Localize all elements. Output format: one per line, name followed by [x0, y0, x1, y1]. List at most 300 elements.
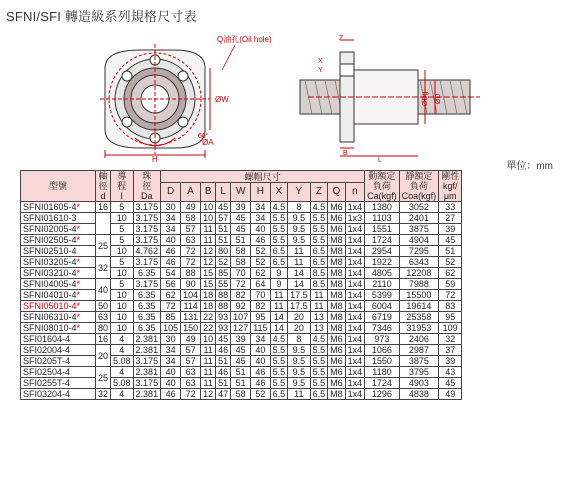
- table-row: [21, 378, 462, 389]
- label-a: ØA: [202, 138, 214, 147]
- cell-b: 11: [201, 235, 216, 246]
- cell-w: 39: [231, 334, 251, 345]
- cell-k: 95: [439, 312, 462, 323]
- cell-l: 5.08: [111, 356, 134, 367]
- header-shaft: 軸 徑 d: [96, 171, 111, 202]
- cell-h: 95: [251, 312, 270, 323]
- header-dim-l: L: [216, 183, 231, 202]
- cell-d: 30: [161, 202, 181, 213]
- cell-l: 45: [216, 202, 231, 213]
- cell-a: 150: [181, 323, 201, 334]
- cell-d: 46: [161, 389, 181, 400]
- cell-a: 72: [181, 389, 201, 400]
- cell-n: 1x4: [345, 257, 365, 268]
- table-row: [21, 246, 462, 257]
- cell-l: 4: [111, 367, 134, 378]
- cell-coa: 2406: [399, 334, 439, 345]
- model-cell: SFI0255T-4: [21, 378, 96, 389]
- cell-k: 52: [439, 257, 462, 268]
- cell-a: 72: [181, 246, 201, 257]
- cell-da: 3.175: [133, 224, 161, 235]
- cell-q: M6: [328, 356, 346, 367]
- cell-z: 8.5: [310, 279, 328, 290]
- cell-l: 10: [111, 246, 134, 257]
- cell-l: 10: [111, 290, 134, 301]
- cell-z: 6.5: [310, 257, 328, 268]
- cell-x: 14: [270, 323, 288, 334]
- label-z: Z: [339, 35, 344, 42]
- cell-l: 46: [216, 345, 231, 356]
- star-mark: *: [76, 257, 81, 267]
- cell-ca: 1922: [365, 257, 400, 268]
- cell-coa: 4838: [399, 389, 439, 400]
- cell-y: 11: [288, 257, 311, 268]
- cell-ca: 1180: [365, 367, 400, 378]
- table-row: [21, 323, 462, 334]
- cell-k: 49: [439, 389, 462, 400]
- cell-x: 5.5: [270, 345, 288, 356]
- cell-y: 17.5: [288, 290, 311, 301]
- cell-y: 9.5: [288, 345, 311, 356]
- star-mark: *: [76, 301, 81, 311]
- unit-label: 單位：mm: [506, 161, 553, 172]
- cell-da: 3.175: [133, 279, 161, 290]
- cell-z: 11: [310, 290, 328, 301]
- header-model: 型號: [21, 171, 96, 202]
- cell-k: 72: [439, 290, 462, 301]
- cell-k: 39: [439, 224, 462, 235]
- cell-h: 52: [251, 257, 270, 268]
- label-d: ØD: [435, 93, 442, 104]
- cell-h: 40: [251, 224, 270, 235]
- cell-x: 6.5: [270, 246, 288, 257]
- cell-da: 4.762: [133, 246, 161, 257]
- cell-coa: 31953: [399, 323, 439, 334]
- cell-b: 18: [201, 301, 216, 312]
- cell-d: 62: [161, 290, 181, 301]
- cell-a: 57: [181, 356, 201, 367]
- star-mark: *: [76, 312, 81, 322]
- cell-da: 6.35: [133, 268, 161, 279]
- star-mark: *: [76, 268, 81, 278]
- cell-w: 58: [231, 246, 251, 257]
- cell-z: 5.5: [310, 213, 328, 224]
- cell-y: 8: [288, 334, 311, 345]
- cell-z: 6.5: [310, 246, 328, 257]
- cell-h: 46: [251, 378, 270, 389]
- table-row: [21, 279, 462, 290]
- cell-w: 58: [231, 257, 251, 268]
- cell-a: 57: [181, 224, 201, 235]
- cell-w: 45: [231, 224, 251, 235]
- cell-k: 51: [439, 246, 462, 257]
- cell-z: 6.5: [310, 389, 328, 400]
- header-dim-y: Y: [288, 183, 311, 202]
- cell-z: 5.5: [310, 356, 328, 367]
- cell-l: 10: [111, 301, 134, 312]
- cell-n: 1x4: [345, 323, 365, 334]
- cell-l: 51: [216, 356, 231, 367]
- label-b: B: [343, 150, 348, 157]
- header-nut-dims: 螺帽尺寸: [161, 171, 365, 183]
- label-h: H: [152, 155, 158, 162]
- cell-k: 43: [439, 367, 462, 378]
- cell-y: 9.5: [288, 213, 311, 224]
- cell-d: 34: [161, 224, 181, 235]
- shaft-diameter-cell: 32: [96, 257, 111, 279]
- table-row: [21, 334, 462, 345]
- cell-l: 4: [111, 389, 134, 400]
- cell-d: 30: [161, 334, 181, 345]
- cell-w: 39: [231, 202, 251, 213]
- cell-n: 1x4: [345, 312, 365, 323]
- cell-l: 51: [216, 378, 231, 389]
- cell-n: 1x4: [345, 389, 365, 400]
- cell-y: 14: [288, 279, 311, 290]
- cell-h: 34: [251, 213, 270, 224]
- cell-y: 14: [288, 268, 311, 279]
- cell-b: 12: [201, 246, 216, 257]
- cell-y: 17.5: [288, 301, 311, 312]
- cell-b: 10: [201, 213, 216, 224]
- cell-x: 4.5: [270, 202, 288, 213]
- cell-da: 3.175: [133, 202, 161, 213]
- cell-k: 32: [439, 334, 462, 345]
- cell-da: 3.175: [133, 257, 161, 268]
- cell-z: 8.5: [310, 268, 328, 279]
- cell-coa: 25358: [399, 312, 439, 323]
- label-dg: ØDg: [422, 91, 429, 106]
- cell-h: 40: [251, 345, 270, 356]
- ball-screw-nut-drawing: [90, 30, 490, 162]
- cell-l: 88: [216, 290, 231, 301]
- cell-x: 5.5: [270, 224, 288, 235]
- cell-ca: 6004: [365, 301, 400, 312]
- cell-x: 5.5: [270, 213, 288, 224]
- cell-l: 10: [111, 312, 134, 323]
- cell-w: 58: [231, 389, 251, 400]
- cell-z: 13: [310, 312, 328, 323]
- cell-h: 46: [251, 235, 270, 246]
- cell-a: 49: [181, 202, 201, 213]
- cell-ca: 973: [365, 334, 400, 345]
- cell-q: M6: [328, 367, 346, 378]
- cell-d: 56: [161, 279, 181, 290]
- cell-q: M6: [328, 202, 346, 213]
- table-row: [21, 301, 462, 312]
- cell-k: 45: [439, 378, 462, 389]
- label-angle: 60°: [198, 133, 209, 140]
- shaft-diameter-cell: 16: [96, 202, 111, 213]
- cell-l: 47: [216, 389, 231, 400]
- model-cell: SFI02004-4: [21, 345, 96, 356]
- cell-w: 127: [231, 323, 251, 334]
- cell-coa: 12208: [399, 268, 439, 279]
- star-mark: *: [76, 235, 81, 245]
- cell-da: 6.35: [133, 323, 161, 334]
- cell-a: 131: [181, 312, 201, 323]
- cell-y: 9.5: [288, 378, 311, 389]
- shaft-diameter-cell: 16: [96, 334, 111, 345]
- cell-ca: 2954: [365, 246, 400, 257]
- cell-ca: 4805: [365, 268, 400, 279]
- header-dim-h: H: [251, 183, 270, 202]
- star-mark: *: [76, 202, 81, 212]
- cell-h: 34: [251, 202, 270, 213]
- cell-x: 4.5: [270, 334, 288, 345]
- cell-y: 11: [288, 246, 311, 257]
- cell-k: 109: [439, 323, 462, 334]
- cell-q: M6: [328, 334, 346, 345]
- cell-b: 11: [201, 345, 216, 356]
- header-rigidity: 剛性 kgf/ μm: [439, 171, 462, 202]
- cell-l: 93: [216, 323, 231, 334]
- model-cell: SFNI02510-4: [21, 246, 96, 257]
- cell-coa: 4904: [399, 235, 439, 246]
- cell-x: 5.5: [270, 378, 288, 389]
- cell-h: 46: [251, 367, 270, 378]
- shaft-diameter-cell: 32: [96, 389, 111, 400]
- cell-n: 1x4: [345, 202, 365, 213]
- cell-b: 22: [201, 312, 216, 323]
- model-cell: SFNI02505-4*: [21, 235, 96, 246]
- cell-l: 57: [216, 213, 231, 224]
- cell-d: 72: [161, 301, 181, 312]
- header-dim-q: Q: [328, 183, 346, 202]
- cell-a: 58: [181, 213, 201, 224]
- cell-q: M6: [328, 345, 346, 356]
- cell-y: 11: [288, 389, 311, 400]
- cell-b: 10: [201, 202, 216, 213]
- cell-x: 6.5: [270, 389, 288, 400]
- cell-coa: 2401: [399, 213, 439, 224]
- cell-l: 5: [111, 224, 134, 235]
- table-row: [21, 235, 462, 246]
- header-dim-b: B: [201, 183, 216, 202]
- cell-w: 72: [231, 279, 251, 290]
- cell-a: 88: [181, 268, 201, 279]
- model-cell: SFI01604-4: [21, 334, 96, 345]
- table-row: [21, 367, 462, 378]
- cell-n: 1x4: [345, 345, 365, 356]
- cell-n: 1x4: [345, 378, 365, 389]
- star-mark: *: [76, 279, 81, 289]
- cell-l: 51: [216, 235, 231, 246]
- cell-y: 8: [288, 202, 311, 213]
- cell-n: 1x4: [345, 246, 365, 257]
- model-cell: SFI02504-4: [21, 367, 96, 378]
- cell-a: 104: [181, 290, 201, 301]
- cell-l: 51: [216, 224, 231, 235]
- cell-h: 40: [251, 356, 270, 367]
- header-static-load: 靜額定 負荷 Coa(kgf): [399, 171, 439, 202]
- cell-ca: 2110: [365, 279, 400, 290]
- shaft-diameter-cell: [96, 213, 111, 235]
- cell-b: 12: [201, 257, 216, 268]
- cell-l: 4: [111, 345, 134, 356]
- label-l: L: [378, 157, 382, 162]
- cell-b: 10: [201, 334, 216, 345]
- cell-d: 85: [161, 312, 181, 323]
- cell-y: 9.5: [288, 224, 311, 235]
- cell-ca: 1380: [365, 202, 400, 213]
- cell-da: 3.175: [133, 235, 161, 246]
- cell-d: 34: [161, 213, 181, 224]
- shaft-diameter-cell: 80: [96, 323, 111, 334]
- table-row: [21, 356, 462, 367]
- cell-q: M8: [328, 268, 346, 279]
- cell-w: 70: [231, 268, 251, 279]
- cell-b: 18: [201, 290, 216, 301]
- label-y: Y: [318, 67, 323, 74]
- cell-w: 51: [231, 235, 251, 246]
- cell-z: 4.5: [310, 334, 328, 345]
- cell-a: 49: [181, 334, 201, 345]
- spec-table: [20, 170, 462, 400]
- cell-d: 105: [161, 323, 181, 334]
- cell-l: 5: [111, 279, 134, 290]
- cell-y: 9.5: [288, 367, 311, 378]
- cell-coa: 7295: [399, 246, 439, 257]
- cell-w: 51: [231, 378, 251, 389]
- model-cell: SFNI03205-4*: [21, 257, 96, 268]
- header-dim-d: D: [161, 183, 181, 202]
- cell-w: 51: [231, 367, 251, 378]
- header-dyn-load: 動額定 負荷 Ca(kgf): [365, 171, 400, 202]
- label-w: ØW: [215, 95, 229, 104]
- cell-k: 83: [439, 301, 462, 312]
- cell-n: 1x4: [345, 235, 365, 246]
- cell-l: 5: [111, 235, 134, 246]
- model-cell: SFNI06310-4*: [21, 312, 96, 323]
- cell-l: 46: [216, 367, 231, 378]
- model-cell: SFNI04005-4*: [21, 279, 96, 290]
- cell-coa: 3052: [399, 202, 439, 213]
- cell-q: M8: [328, 290, 346, 301]
- header-dim-x: X: [270, 183, 288, 202]
- header-dim-z: Z: [310, 183, 328, 202]
- cell-da: 2.381: [133, 345, 161, 356]
- cell-w: 45: [231, 345, 251, 356]
- header-dim-w: W: [231, 183, 251, 202]
- header-lead: 導 程 I: [111, 171, 134, 202]
- cell-y: 9.5: [288, 235, 311, 246]
- cell-k: 27: [439, 213, 462, 224]
- header-dim-n: n: [345, 183, 365, 202]
- cell-b: 11: [201, 356, 216, 367]
- cell-l: 5: [111, 257, 134, 268]
- cell-a: 114: [181, 301, 201, 312]
- cell-z: 11: [310, 301, 328, 312]
- cell-d: 46: [161, 257, 181, 268]
- cell-l: 52: [216, 257, 231, 268]
- cell-da: 6.35: [133, 290, 161, 301]
- table-row: [21, 290, 462, 301]
- model-cell: SFI03204-4: [21, 389, 96, 400]
- cell-l: 85: [216, 268, 231, 279]
- cell-z: 5.5: [310, 345, 328, 356]
- cell-a: 63: [181, 367, 201, 378]
- cell-z: 5.5: [310, 378, 328, 389]
- cell-n: 1x3: [345, 213, 365, 224]
- cell-b: 22: [201, 323, 216, 334]
- cell-b: 15: [201, 279, 216, 290]
- cell-n: 1x4: [345, 268, 365, 279]
- cell-h: 82: [251, 301, 270, 312]
- front-view: [100, 44, 210, 158]
- side-view: [300, 40, 480, 156]
- page-title: SFNI/SFI 轉造級系列規格尺寸表: [6, 9, 197, 24]
- cell-b: 11: [201, 224, 216, 235]
- cell-h: 52: [251, 389, 270, 400]
- cell-q: M8: [328, 323, 346, 334]
- cell-x: 5.5: [270, 367, 288, 378]
- cell-n: 1x4: [345, 367, 365, 378]
- cell-k: 33: [439, 202, 462, 213]
- cell-d: 34: [161, 356, 181, 367]
- cell-l: 5: [111, 202, 134, 213]
- table-row: [21, 257, 462, 268]
- cell-a: 63: [181, 378, 201, 389]
- shaft-diameter-cell: 25: [96, 235, 111, 257]
- cell-w: 92: [231, 301, 251, 312]
- cell-q: M8: [328, 246, 346, 257]
- model-cell: SFNI01610-3: [21, 213, 96, 224]
- cell-da: 6.35: [133, 312, 161, 323]
- cell-x: 5.5: [270, 356, 288, 367]
- cell-coa: 3795: [399, 367, 439, 378]
- cell-n: 1x4: [345, 356, 365, 367]
- cell-n: 1x4: [345, 301, 365, 312]
- cell-n: 1x4: [345, 290, 365, 301]
- cell-k: 37: [439, 345, 462, 356]
- shaft-diameter-cell: 25: [96, 367, 111, 389]
- cell-da: 2.381: [133, 367, 161, 378]
- cell-y: 20: [288, 312, 311, 323]
- cell-da: 3.175: [133, 213, 161, 224]
- cell-h: 64: [251, 279, 270, 290]
- cell-y: 9.5: [288, 356, 311, 367]
- cell-q: M8: [328, 389, 346, 400]
- cell-d: 46: [161, 246, 181, 257]
- cell-l: 55: [216, 279, 231, 290]
- model-cell: SFNI04010-4*: [21, 290, 96, 301]
- cell-h: 34: [251, 334, 270, 345]
- cell-a: 63: [181, 235, 201, 246]
- cell-h: 52: [251, 246, 270, 257]
- star-mark: *: [76, 323, 81, 333]
- cell-h: 62: [251, 268, 270, 279]
- table-row: [21, 268, 462, 279]
- table-row: [21, 224, 462, 235]
- cell-k: 45: [439, 235, 462, 246]
- cell-d: 40: [161, 378, 181, 389]
- header-ball: 珠 徑 Da: [133, 171, 161, 202]
- model-cell: SFNI08010-4*: [21, 323, 96, 334]
- cell-b: 11: [201, 378, 216, 389]
- cell-w: 45: [231, 356, 251, 367]
- cell-coa: 15500: [399, 290, 439, 301]
- cell-q: M8: [328, 235, 346, 246]
- model-cell: SFNI05010-4*: [21, 301, 96, 312]
- cell-w: 45: [231, 213, 251, 224]
- cell-da: 2.381: [133, 334, 161, 345]
- model-cell: SFNI02005-4*: [21, 224, 96, 235]
- cell-q: M6: [328, 213, 346, 224]
- cell-ca: 1103: [365, 213, 400, 224]
- cell-x: 14: [270, 312, 288, 323]
- cell-h: 70: [251, 290, 270, 301]
